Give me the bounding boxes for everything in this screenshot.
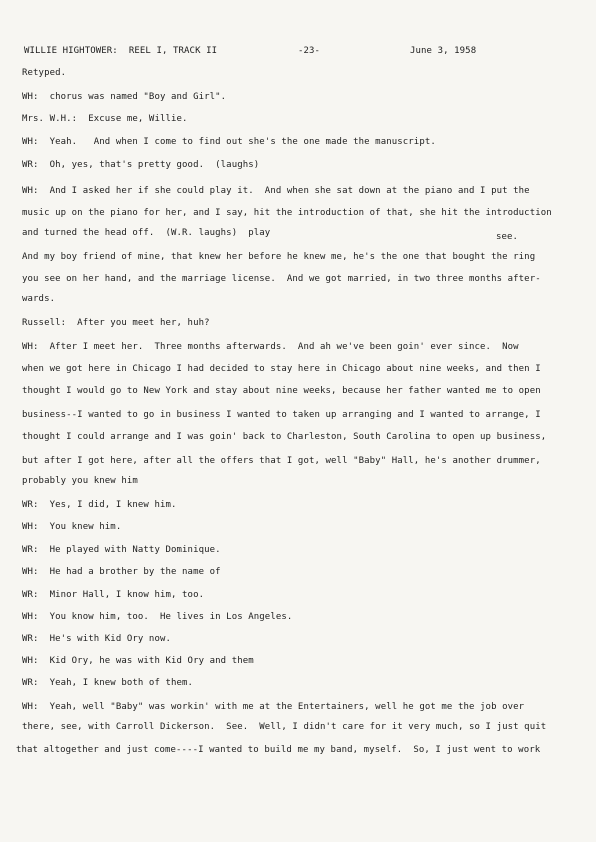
transcript-line: business--I wanted to go in business I wanted to taken up arranging and I wanted to arrange, I [22, 410, 541, 420]
transcript-line: WR: Yes, I did, I knew him. [22, 500, 177, 510]
transcript-line: WH: chorus was named "Boy and Girl". [22, 92, 227, 102]
transcript-line: WH: Yeah. And when I come to find out she's the one made the manuscript. [22, 137, 436, 147]
transcript-line: WR: Yeah, I knew both of them. [22, 678, 194, 688]
transcript-line: that altogether and just come----I wanted to build me my band, myself. So, I just went to work [16, 745, 541, 755]
transcript-line: And my boy friend of mine, that knew her before he knew me, he's the one that bought the ring [22, 252, 536, 262]
margin-note: see. [496, 232, 519, 242]
transcript-line: thought I would go to New York and stay about nine weeks, because her father wanted me to open [22, 386, 541, 396]
transcript-line: probably you knew him [22, 476, 138, 486]
transcript-line: WH: He had a brother by the name of [22, 567, 221, 577]
header-date: June 3, 1958 [410, 46, 477, 56]
transcript-line: WH: You knew him. [22, 522, 122, 532]
transcript-line: and turned the head off. (W.R. laughs) play [22, 228, 271, 238]
transcript-line: but after I got here, after all the offers that I got, well "Baby" Hall, he's another drummer, [22, 456, 541, 466]
transcript-line: WH: Yeah, well "Baby" was workin' with me at the Entertainers, well he got me the job over [22, 702, 525, 712]
transcript-line: WR: Oh, yes, that's pretty good. (laughs) [22, 160, 260, 170]
transcript-line: there, see, with Carroll Dickerson. See. Well, I didn't care for it very much, so I just quit [22, 722, 547, 732]
transcript-line: you see on her hand, and the marriage license. And we got married, in two three months after- [22, 274, 541, 284]
transcript-line: WR: He's with Kid Ory now. [22, 634, 171, 644]
retyped-note: Retyped. [22, 68, 67, 78]
transcript-line: music up on the piano for her, and I say, hit the introduction of that, she hit the introduction [22, 208, 552, 218]
transcript-line: Russell: After you meet her, huh? [22, 318, 210, 328]
transcript-line: WH: And I asked her if she could play it. And when she sat down at the piano and I put the [22, 186, 530, 196]
transcript-line: WH: Kid Ory, he was with Kid Ory and them [22, 656, 254, 666]
transcript-line: when we got here in Chicago I had decided to stay here in Chicago about nine weeks, and then I [22, 364, 541, 374]
header-left: WILLIE HIGHTOWER: REEL I, TRACK II [24, 46, 218, 56]
transcript-line: WH: You know him, too. He lives in Los Angeles. [22, 612, 293, 622]
transcript-line: thought I could arrange and I was goin' back to Charleston, South Carolina to open up business, [22, 432, 547, 442]
transcript-line: WR: Minor Hall, I know him, too. [22, 590, 205, 600]
transcript-line: Mrs. W.H.: Excuse me, Willie. [22, 114, 188, 124]
transcript-line: WH: After I meet her. Three months afterwards. And ah we've been goin' ever since. Now [22, 342, 519, 352]
page-number: -23- [298, 46, 321, 56]
transcript-line: wards. [22, 294, 56, 304]
transcript-line: WR: He played with Natty Dominique. [22, 545, 221, 555]
